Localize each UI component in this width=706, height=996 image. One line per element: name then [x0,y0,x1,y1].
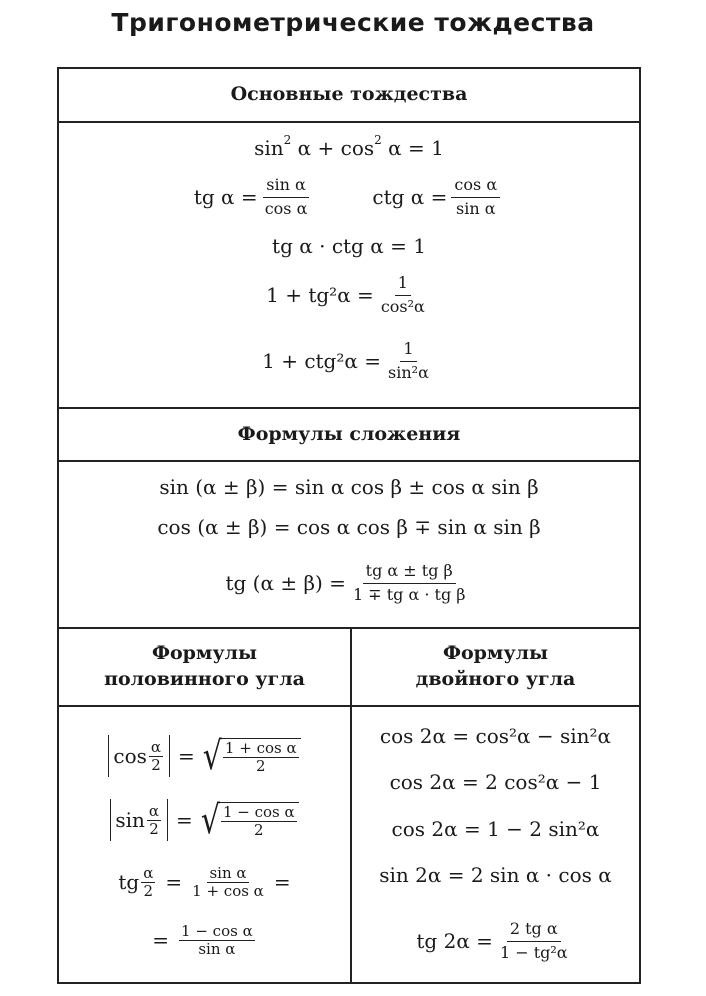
fraction-numerator: 1 [395,274,411,295]
tg-def-fraction [262,176,311,218]
square-root: √ $\frac{\text{1 − cos α}}{2}$ [201,802,299,838]
fraction-numerator: α [150,738,162,756]
fraction-denominator: 2 [151,755,161,774]
formula-fraction [192,865,264,899]
equals-sign: = [152,928,170,952]
equals-sign: = [273,870,291,894]
section-header-addition: Формулы сложения [237,422,461,445]
fraction-denominator: sin²α [388,362,429,382]
section-header-basic: Основные тождества [230,83,468,106]
fraction-denominator: 2 [149,819,159,838]
formula-lhs: tg 2α = [416,929,493,953]
half-angle-fraction [147,803,161,837]
formula-fraction [497,920,571,962]
fraction-denominator: 2 [255,756,266,775]
fraction-numerator: α [143,864,154,882]
section-header-half-angle [59,629,350,705]
formula-fraction [378,274,428,316]
fraction-numerator: tg α ± tg β [363,562,456,583]
formula-half-tg-continued [59,915,350,965]
ctg-def-fraction [451,176,500,218]
fraction-denominator: 1 + cos α [192,881,264,900]
fraction-denominator: 1 ∓ tg α · tg β [352,584,466,604]
formula-ctg-squared [59,335,639,387]
section-header-double-angle [352,629,639,705]
fraction-numerator: cos α [451,176,500,197]
formula-half-tg [59,857,350,907]
tg-def-lhs: tg α = [193,185,258,209]
fraction-numerator: 1 − cos α [222,803,295,821]
formula-half-cos [59,729,350,783]
half-angle-fraction [141,865,155,899]
fraction-numerator: 1 [400,340,416,361]
header-line: Формулы [442,642,549,665]
formula-tg-sum [59,557,639,609]
fraction-numerator: α [148,802,160,820]
fraction-denominator: sin α [456,198,496,218]
fraction-denominator: 2 [143,881,154,900]
fraction-denominator: 1 − tg²α [499,942,568,962]
formula-double-cos-3: cos 2α = 1 − 2 sin²α [391,817,600,841]
fraction-numerator: 1 + cos α [224,739,297,757]
formula-sin-sum: sin (α ± β) = sin α cos β ± cos α sin β [159,475,539,499]
header-line: двойного угла [415,668,576,690]
formula-double-sin: sin 2α = 2 sin α · cos α [379,863,612,887]
fraction-numerator: sin α [209,864,247,882]
formula-pythagorean: sin 2 α + cos 2 α = 1 [254,133,444,160]
absolute-value [108,735,170,777]
page-title: Тригонометрические тождества [111,8,595,37]
fraction-numerator: 1 − cos α [181,922,253,940]
identities-table [57,67,641,984]
formula-tg-times-ctg: tg α · ctg α = 1 [272,234,426,258]
divider [59,121,639,123]
fraction-denominator: sin α [198,939,236,958]
half-angle-fraction [149,739,163,773]
formula-lhs: tg (α ± β) = [225,571,346,595]
header-line: Формулы [151,642,258,665]
formula-lhs: 1 + tg²α = [266,283,374,307]
formula-fraction [385,340,432,382]
function-name: tg [118,870,140,894]
formula-double-tg [352,915,639,967]
square-root: √ $\frac{\text{1 + cos α}}{2}$ [203,738,301,774]
formula-tg-ctg-definitions [59,173,639,221]
formula-half-sin [59,793,350,847]
equals-sign: = [178,744,195,768]
formula-double-cos-2: cos 2α = 2 cos²α − 1 [389,770,602,794]
formula-fraction [179,923,255,957]
formula-lhs: 1 + ctg²α = [262,349,382,373]
fraction-denominator: cos²α [380,296,425,316]
equals-sign: = [176,808,193,832]
radicand-fraction [223,740,299,774]
radicand-fraction [221,804,297,838]
formula-cos-sum: cos (α ± β) = cos α cos β ∓ sin α sin β [157,515,541,539]
fraction-denominator: cos α [264,198,308,218]
fraction-denominator: 2 [254,820,264,839]
absolute-value [110,799,168,841]
function-name: cos [113,744,147,768]
ctg-def-lhs: ctg α = [372,185,448,209]
divider [59,705,639,707]
divider [59,460,639,462]
formula-tg-squared [59,269,639,321]
fraction-numerator: 2 tg α [507,920,561,941]
fraction-numerator: sin α [263,176,309,197]
header-line: половинного угла [104,668,305,690]
formula-fraction [350,562,469,604]
formula-double-cos-1: cos 2α = cos²α − sin²α [379,724,612,748]
equals-sign: = [165,870,183,894]
function-name: sin [115,808,145,832]
